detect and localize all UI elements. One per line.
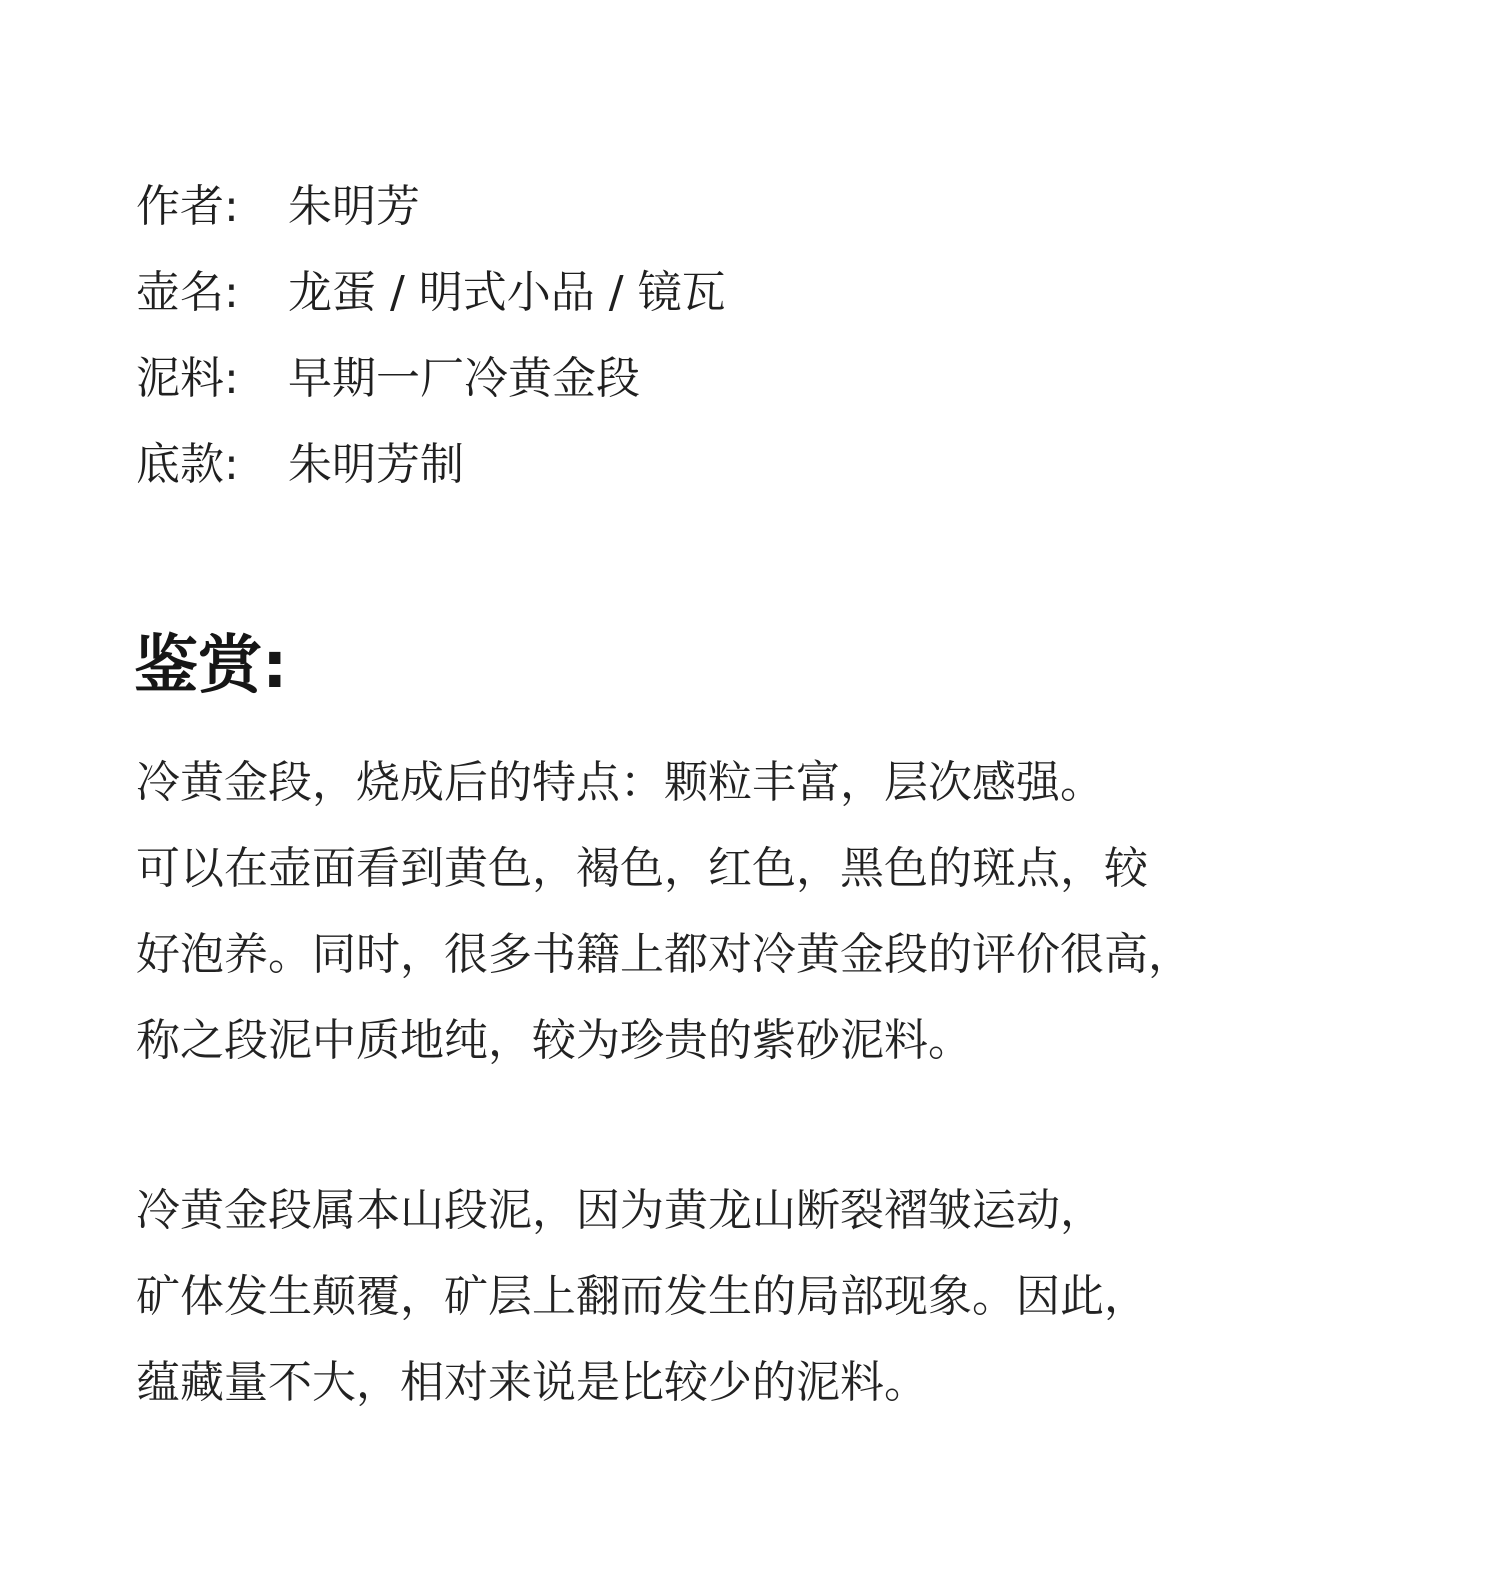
clay-label: 泥料: xyxy=(136,353,239,404)
paragraph-line: 可以在壶面看到黄色，褐色，红色，黑色的斑点，较 xyxy=(136,843,1148,894)
pot-name-value: 龙蛋 / 明式小品 / 镜瓦 xyxy=(288,267,726,318)
info-row-pot-name xyxy=(136,262,1376,348)
author-value: 朱明芳 xyxy=(288,181,420,232)
appreciation-paragraph-2 xyxy=(136,1180,1376,1438)
paragraph-line: 矿体发生颠覆，矿层上翻而发生的局部现象。因此， xyxy=(136,1271,1148,1322)
author-label: 作者: xyxy=(136,181,239,232)
paragraph-line: 冷黄金段属本山段泥，因为黄龙山断裂褶皱运动， xyxy=(136,1185,1104,1236)
paragraph-line: 好泡养。同时，很多书籍上都对冷黄金段的评价很高， xyxy=(136,929,1192,980)
info-row-author xyxy=(136,176,1376,262)
pot-name-label: 壶名: xyxy=(136,267,239,318)
clay-value: 早期一厂冷黄金段 xyxy=(288,353,640,404)
info-row-clay xyxy=(136,348,1376,434)
appreciation-paragraph-1 xyxy=(136,752,1376,1096)
product-info-list xyxy=(136,176,1376,520)
paragraph-line: 冷黄金段，烧成后的特点：颗粒丰富，层次感强。 xyxy=(136,757,1104,808)
bottom-mark-value: 朱明芳制 xyxy=(288,439,464,490)
paragraph-line: 蕴藏量不大，相对来说是比较少的泥料。 xyxy=(136,1357,928,1408)
appreciation-heading: 鉴赏: xyxy=(134,629,288,703)
info-row-bottom-mark xyxy=(136,434,1376,520)
paragraph-line: 称之段泥中质地纯，较为珍贵的紫砂泥料。 xyxy=(136,1015,972,1066)
bottom-mark-label: 底款: xyxy=(136,439,239,490)
